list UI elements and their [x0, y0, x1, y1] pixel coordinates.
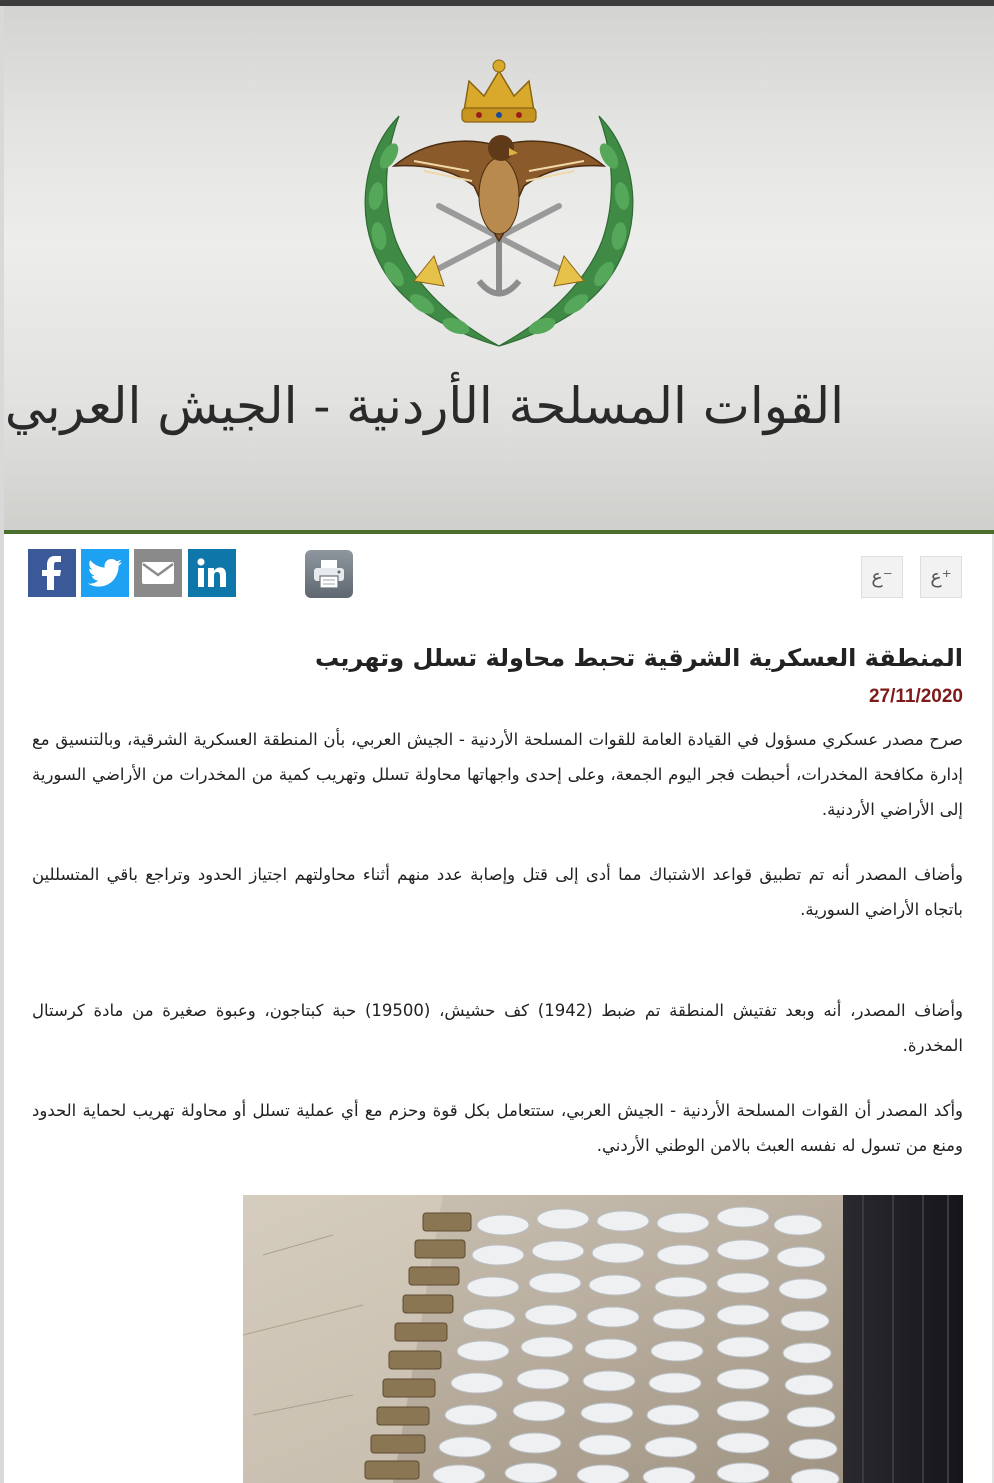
linkedin-icon [197, 558, 227, 588]
facebook-share-button[interactable] [28, 549, 76, 597]
twitter-icon [88, 559, 122, 587]
header-banner [4, 6, 994, 531]
email-icon [141, 561, 175, 585]
paragraph-text: صرح مصدر عسكري مسؤول في القيادة العامة للقوات المسلحة الأردنية - الجيش العربي، بأن المنطقة العسكرية الشرقية، وبالتنسيق مع إدارة مكافحة المخدرات، أحبطت فجر اليوم الجمعة، وعلى إحدى واجهاتها محاولة تسلل وتهريب كمية من المخدرات من الأراضي السورية إلى الأراضي الأردنية. [32, 730, 963, 819]
jaf-emblem-icon [304, 36, 694, 366]
article-paragraph-3 [32, 993, 963, 1063]
font-increase-button[interactable]: ع⁺ [920, 556, 962, 598]
article-paragraph-1 [32, 722, 963, 827]
email-share-button[interactable] [134, 549, 182, 597]
paragraph-text: وأضاف المصدر، أنه وبعد تفتيش المنطقة تم ضبط (1942) كف حشيش، (19500) حبة كبتاجون، وعبوة صغيرة من مادة كرستال المخدرة. [32, 1001, 963, 1055]
photo-content [243, 1195, 963, 1483]
seized-drugs-photo[interactable] [243, 1195, 963, 1483]
paragraph-text: وأكد المصدر أن القوات المسلحة الأردنية - الجيش العربي، ستتعامل بكل قوة وحزم مع أي عملية تسلل أو محاولة تهريب لحماية الحدود ومنع من تسول له نفسه العبث بالامن الوطني الأردني. [32, 1101, 963, 1155]
linkedin-share-button[interactable] [188, 549, 236, 597]
print-icon [313, 559, 345, 589]
banner-divider [4, 530, 994, 534]
paragraph-text: وأضاف المصدر أنه تم تطبيق قواعد الاشتباك مما أدى إلى قتل وإصابة عدد منهم أثناء محاولتهم اجتياز الحدود وتراجع باقي المتسللين باتجاه الأراضي السورية. [32, 865, 963, 919]
banner-title: القوات المسلحة الأردنية - الجيش العربي [4, 377, 844, 435]
article-date: 27/11/2020 [868, 686, 963, 707]
print-button[interactable] [305, 550, 353, 598]
article-paragraph-4 [32, 1093, 963, 1163]
facebook-icon [38, 556, 66, 590]
twitter-share-button[interactable] [81, 549, 129, 597]
font-decrease-button[interactable]: ع⁻ [861, 556, 903, 598]
article-title: المنطقة العسكرية الشرقية تحبط محاولة تسلل وتهريب [314, 644, 963, 672]
article-paragraph-2 [32, 857, 963, 927]
